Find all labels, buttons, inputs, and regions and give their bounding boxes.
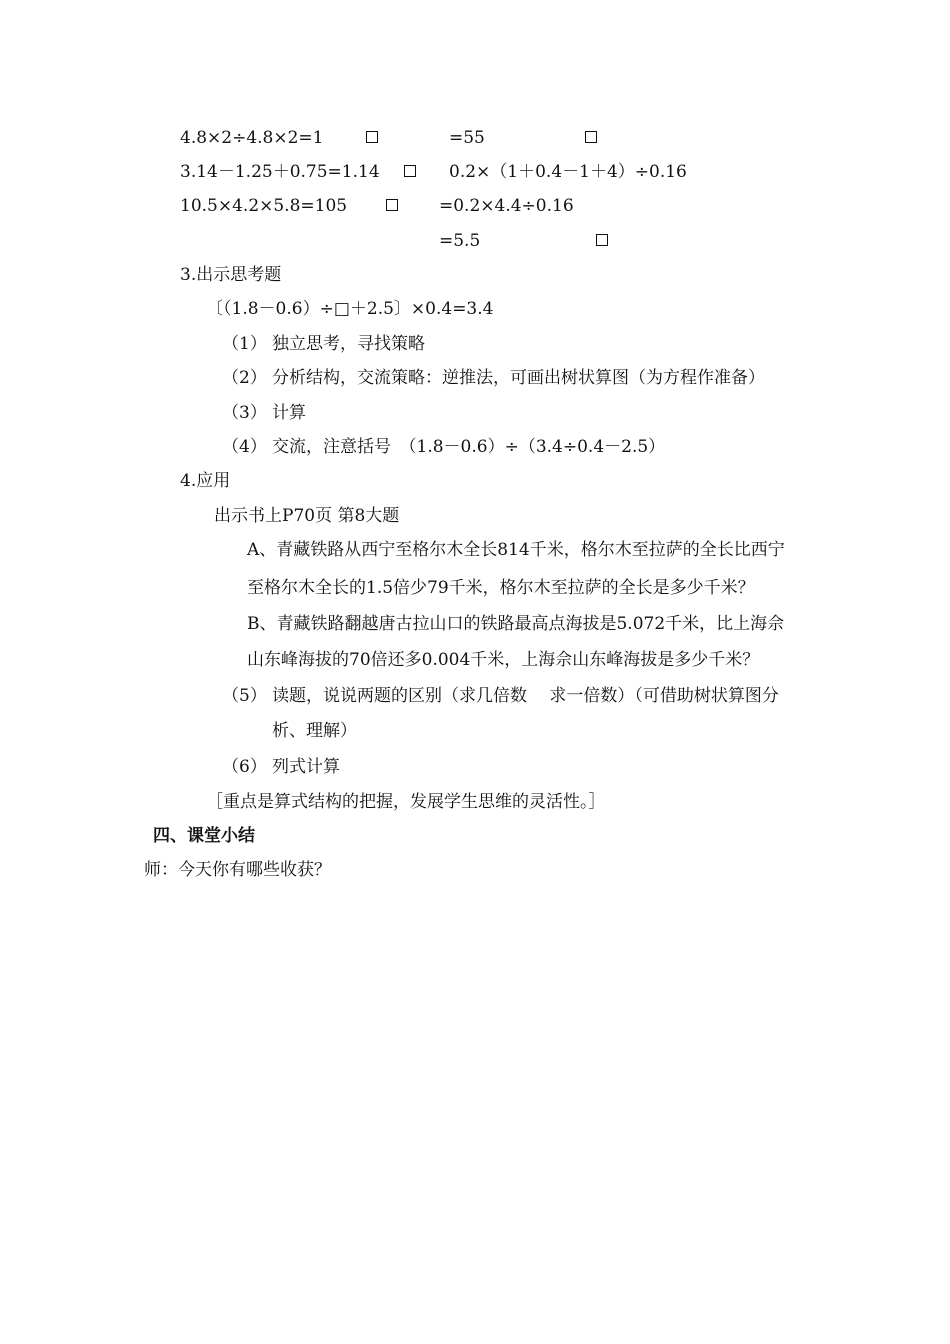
section-4-heading: 4.应用 (180, 471, 231, 491)
step-2-text: 分析结构，交流策略：逆推法，可画出树状算图（为方程作准备） (272, 368, 765, 388)
step-1-text: 独立思考，寻找策略 (272, 334, 425, 354)
problem-b-line-2: 山东峰海拔的70倍还多0.004千米，上海佘山东峰海拔是多少千米？ (247, 650, 760, 670)
calc-line-1-right: =55 (449, 128, 485, 148)
step-5-text-line-1: 读题，说说两题的区别（求几倍数 求一倍数）（可借助树状算图分 (272, 686, 779, 706)
checkbox-icon (596, 234, 608, 246)
problem-a-line-2: 至格尔木全长的1.5倍少79千米，格尔木至拉萨的全长是多少千米？ (247, 578, 755, 598)
step-5-number: （5） (222, 686, 267, 706)
step-4-text: 交流，注意括号 （1.8－0.6）÷（3.4÷0.4－2.5） (272, 437, 666, 457)
section-3-heading: 3.出示思考题 (180, 265, 282, 285)
calc-line-2-right: 0.2×（1＋0.4－1＋4）÷0.16 (449, 162, 687, 182)
key-point-note: ［重点是算式结构的把握，发展学生思维的灵活性。］ (206, 792, 606, 812)
step-5-text-line-2: 析、理解） (272, 721, 357, 741)
summary-heading: 四、课堂小结 (153, 826, 255, 846)
calc-line-3-right: =0.2×4.4÷0.16 (439, 196, 574, 216)
step-3-number: （3） (222, 403, 267, 423)
step-4-number: （4） (222, 437, 267, 457)
checkbox-icon (404, 165, 416, 177)
checkbox-icon (585, 131, 597, 143)
section-3-equation: 〔（1.8－0.6）÷□＋2.5〕×0.4=3.4 (206, 299, 494, 319)
calc-line-4-right: =5.5 (439, 231, 481, 251)
section-4-intro: 出示书上P70页 第8大题 (214, 506, 400, 526)
calc-line-3-left: 10.5×4.2×5.8=105 (180, 196, 348, 216)
checkbox-icon (386, 199, 398, 211)
step-2-number: （2） (222, 368, 267, 388)
checkbox-icon (366, 131, 378, 143)
step-6-number: （6） (222, 757, 267, 777)
problem-a-line-1: A、青藏铁路从西宁至格尔木全长814千米，格尔木至拉萨的全长比西宁 (247, 540, 785, 560)
calc-line-1-left: 4.8×2÷4.8×2=1 (180, 128, 324, 148)
teacher-question: 师：今天你有哪些收获？ (144, 860, 331, 880)
step-6-text: 列式计算 (272, 757, 340, 777)
step-3-text: 计算 (272, 403, 306, 423)
problem-b-line-1: B、青藏铁路翻越唐古拉山口的铁路最高点海拔是5.072千米，比上海佘 (247, 614, 785, 634)
calc-line-2-left: 3.14－1.25＋0.75=1.14 (180, 162, 380, 182)
step-1-number: （1） (222, 334, 267, 354)
